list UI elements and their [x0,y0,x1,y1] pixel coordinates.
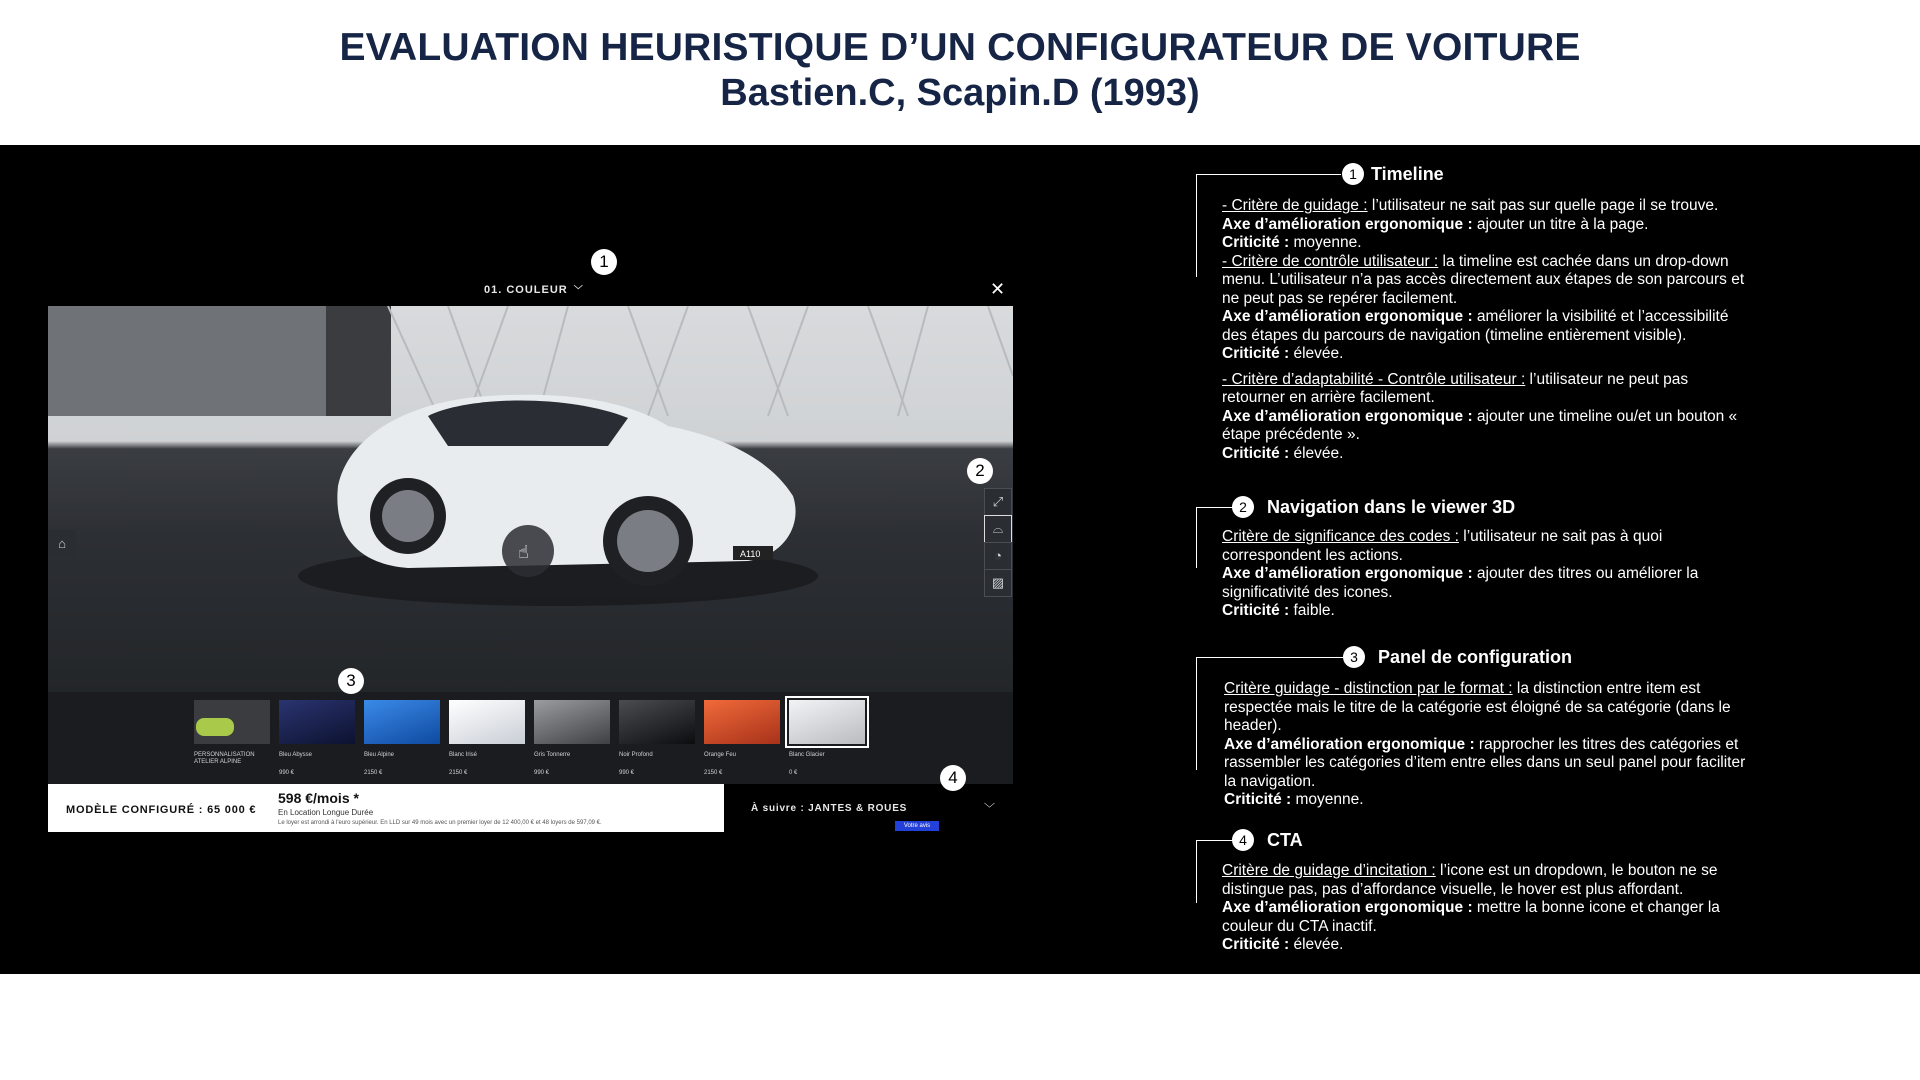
section-body-cta: Critère de guidage d’incitation : l’icone est un dropdown, le bouton ne se distingue pas, pas d’affordance visuelle, le hover est plus affordant. Axe d’amélioration ergonomique : mettre la bonne icone et changer la couleur du CTA inactif. Criticité : élevée. [1222,862,1720,953]
page-title: EVALUATION HEURISTIQUE D’UN CONFIGURATEUR DE VOITURE [339,26,1581,69]
image-icon[interactable]: ▨ [984,569,1012,597]
section-badge-4: 4 [1232,829,1254,851]
section-title-timeline: Timeline [1371,164,1444,184]
chevron-down-icon[interactable]: ﹀ [984,803,995,815]
3d-viewer[interactable] [48,306,1013,692]
swatch-price: 2150 € [364,770,383,776]
swatch-name: Blanc Irisé [449,752,478,758]
section-body-viewer: Critère de significance des codes : l’utilisateur ne sait pas à quoi correspondent les actions. Axe d’amélioration ergonomique : ajouter des titres ou améliorer la significativité des icones. Criticité : faible. [1222,528,1699,619]
badge-3: 3 [338,668,364,694]
badge-1: 1 [591,249,617,275]
svg-text:☝: ☝ [518,542,529,563]
badge-4: 4 [940,765,966,791]
swatch-3[interactable] [449,700,525,744]
page-subtitle: Bastien.C, Scapin.D (1993) [720,72,1200,114]
fullscreen-icon[interactable]: ⤢ [984,488,1012,516]
swatch-price: 990 € [534,770,550,776]
fine-print: Le loyer est arrondi à l'euro supérieur. En LLD sur 49 mois avec un premier loyer de 12 400,00 € et 48 loyers de 597,09 €. [278,820,602,826]
section-title-cta: CTA [1267,830,1303,850]
next-step-button[interactable]: À suivre : JANTES & ROUES [751,803,908,814]
model-price-label: MODÈLE CONFIGURÉ : 65 000 € [66,804,257,816]
swatch-name: Bleu Abysse [279,752,313,758]
swatch-price: 990 € [619,770,635,776]
section-title-viewer: Navigation dans le viewer 3D [1267,497,1516,517]
swatch-price: 0 € [789,770,798,776]
badge-2: 2 [967,458,993,484]
section-badge-1: 1 [1342,163,1364,185]
color-panel [48,692,1013,784]
swatch-2[interactable] [364,700,440,744]
exterior-view-icon[interactable]: ⌓ [984,515,1012,543]
section-badge-3: 3 [1343,646,1365,668]
lease-type: En Location Longue Durée [278,808,374,817]
section-title-panel: Panel de configuration [1378,647,1573,667]
swatch-price: 2150 € [704,770,723,776]
swatch-price: 2150 € [449,770,468,776]
close-icon[interactable]: ✕ [990,279,1006,299]
car-scene [48,306,1013,692]
swatch-5[interactable] [619,700,695,744]
chevron-down-icon: ﹀ [573,285,584,295]
step-label: 01. COULEUR [484,284,568,296]
car-outline-icon[interactable]: ⌂ [48,530,76,558]
swatch-6[interactable] [704,700,780,744]
step-dropdown[interactable] [484,283,584,296]
swatch-0[interactable] [194,700,270,744]
section-body-timeline: - Critère de guidage : l’utilisateur ne sait pas sur quelle page il se trouve. Axe d’amélioration ergonomique : ajouter un titre à la page. Criticité : moyenne. - Critère de contrôle utilisateur : la timeline est cachée dans un drop-down menu. L’utilisateur n’a pas accès directement aux étapes de son parcours et ne peut pas se repérer facilement. Axe d’amélioration ergonomique : améliorer la visibilité et l’accessibilité des étapes du parcours de navigation (timeline entièrement visible). Criticité : élevée. - Critère d’adaptabilité - Contrôle utilisateur : l’utilisateur ne peut pas retourner en arrière facilement. Axe d’amélioration ergonomique : ajouter une timeline ou/et un bouton « étape précédente ». Criticité : élevée. [1222,197,1745,462]
swatch-7-selected[interactable] [789,700,865,744]
swatch-name: Bleu Alpine [364,752,395,758]
swatch-name: Gris Tonnerre [534,752,571,758]
swatch-name: Blanc Glacier [789,752,825,758]
monthly-price: 598 €/mois * [278,790,359,806]
section-body-panel: Critère guidage - distinction par le format : la distinction entre item est respectée mais le titre de la catégorie est éloigné de sa catégorie (dans le header). Axe d’amélioration ergonomique : rapprocher les titres des catégories et rassembler les catégories d’item entre elles dans un seul panel pour faciliter la navigation. Criticité : moyenne. [1224,680,1746,808]
swatch-1[interactable] [279,700,355,744]
feedback-button[interactable]: Votre avis [895,821,939,831]
speedometer-icon[interactable]: ◔ [984,542,1012,570]
swatch-name: PERSONNALISATION ATELIER ALPINE [194,752,255,765]
price-summary [48,784,724,832]
page-header [0,0,1920,145]
swatch-price: 990 € [279,770,295,776]
swatch-name: Orange Feu [704,752,737,758]
swatch-4[interactable] [534,700,610,744]
swatch-name: Noir Profond [619,752,653,758]
section-badge-2: 2 [1232,496,1254,518]
car-plate: A110 [740,549,761,559]
